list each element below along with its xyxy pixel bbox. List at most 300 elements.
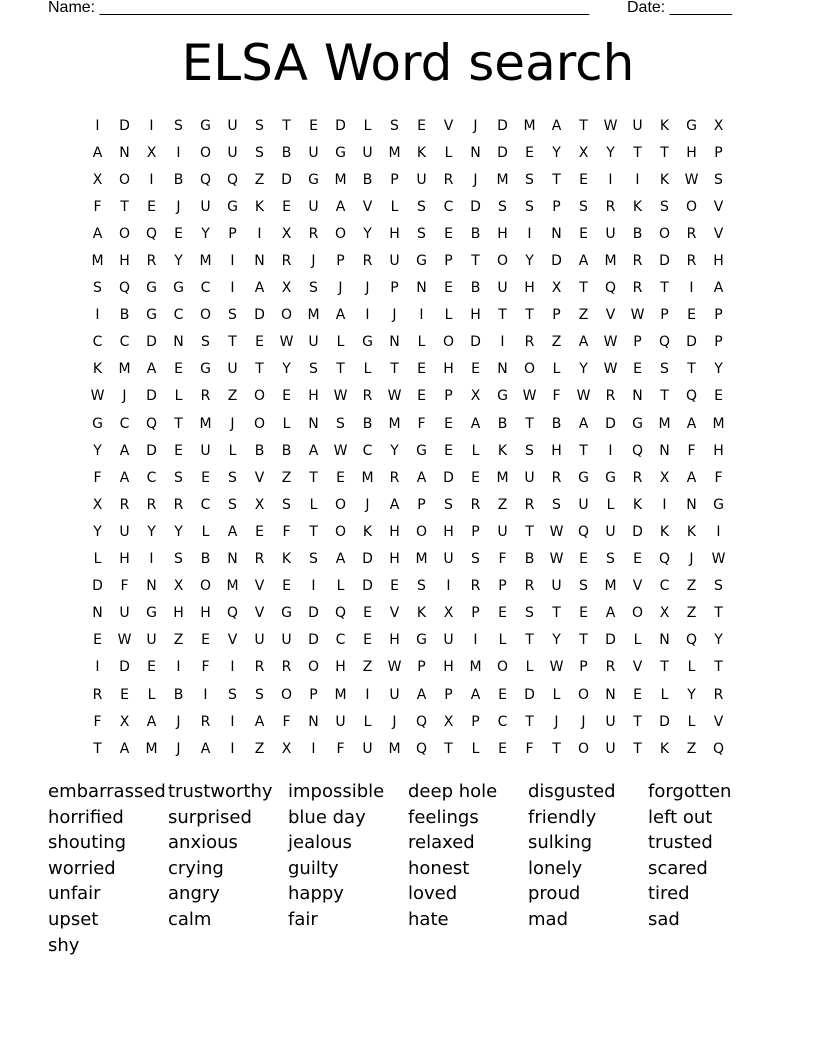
grid-letter: S bbox=[309, 361, 318, 378]
grid-letter: U bbox=[389, 686, 400, 703]
grid-letter: Y bbox=[93, 442, 102, 459]
word-list-item: deep hole bbox=[408, 781, 498, 802]
grid-letter: A bbox=[578, 334, 589, 351]
grid-letter: D bbox=[335, 117, 346, 134]
grid-letter: O bbox=[334, 523, 347, 540]
grid-letter: T bbox=[309, 469, 318, 486]
grid-letter: C bbox=[146, 469, 157, 486]
grid-letter: E bbox=[579, 171, 588, 188]
grid-letter: F bbox=[525, 740, 534, 757]
grid-letter: A bbox=[335, 198, 346, 215]
grid-letter: N bbox=[632, 388, 643, 405]
grid-letter: L bbox=[417, 334, 426, 351]
grid-letter: B bbox=[551, 415, 562, 432]
grid-letter: W bbox=[279, 334, 294, 351]
grid-letter: P bbox=[714, 307, 723, 324]
grid-letter: V bbox=[632, 659, 643, 676]
grid-letter: A bbox=[470, 686, 481, 703]
grid-letter: P bbox=[309, 686, 318, 703]
grid-letter: N bbox=[254, 253, 265, 270]
grid-letter: W bbox=[387, 659, 402, 676]
grid-letter: L bbox=[687, 659, 696, 676]
grid-letter: R bbox=[92, 686, 103, 703]
grid-letter: X bbox=[659, 605, 670, 622]
grid-letter: R bbox=[605, 198, 616, 215]
grid-letter: K bbox=[659, 523, 670, 540]
grid-letter: S bbox=[417, 198, 426, 215]
grid-letter: Z bbox=[686, 578, 697, 595]
grid-letter: K bbox=[92, 361, 103, 378]
grid-letter: G bbox=[686, 117, 697, 134]
grid-letter: I bbox=[149, 117, 154, 134]
grid-letter: O bbox=[631, 605, 644, 622]
grid-letter: E bbox=[417, 117, 426, 134]
grid-letter: U bbox=[362, 740, 373, 757]
word-list-item: shouting bbox=[48, 832, 127, 854]
grid-letter: H bbox=[389, 523, 400, 540]
grid-letter: J bbox=[554, 713, 559, 730]
grid-letter: T bbox=[282, 117, 291, 134]
grid-letter: C bbox=[200, 280, 211, 297]
grid-letter: W bbox=[603, 117, 618, 134]
grid-letter: Y bbox=[174, 523, 183, 540]
grid-letter: R bbox=[389, 469, 400, 486]
grid-letter: I bbox=[95, 117, 100, 134]
grid-letter: U bbox=[416, 171, 427, 188]
grid-letter: Y bbox=[390, 442, 399, 459]
grid-letter: X bbox=[146, 144, 157, 161]
grid-letter: A bbox=[605, 605, 616, 622]
grid-letter: K bbox=[416, 605, 427, 622]
grid-letter: K bbox=[659, 171, 670, 188]
grid-letter: N bbox=[173, 334, 184, 351]
grid-letter: F bbox=[282, 713, 291, 730]
grid-letter: X bbox=[443, 713, 454, 730]
grid-letter: G bbox=[173, 280, 184, 297]
word-list-item: forgotten bbox=[648, 781, 732, 802]
grid-letter: K bbox=[632, 496, 643, 513]
grid-letter: W bbox=[711, 551, 726, 568]
grid-letter: G bbox=[416, 442, 427, 459]
grid-letter: E bbox=[390, 578, 399, 595]
grid-letter: E bbox=[444, 442, 453, 459]
grid-letter: I bbox=[95, 659, 100, 676]
grid-letter: Y bbox=[552, 632, 561, 649]
grid-letter: S bbox=[309, 280, 318, 297]
grid-letter: H bbox=[119, 551, 130, 568]
grid-letter: R bbox=[605, 388, 616, 405]
word-list-item: anxious bbox=[168, 832, 238, 854]
grid-letter: Y bbox=[363, 225, 372, 242]
grid-letter: Y bbox=[714, 632, 723, 649]
grid-letter: T bbox=[255, 361, 264, 378]
grid-letter: Q bbox=[118, 280, 131, 297]
grid-letter: S bbox=[228, 686, 237, 703]
grid-letter: A bbox=[92, 225, 103, 242]
grid-letter: A bbox=[713, 280, 724, 297]
word-list-item: fair bbox=[288, 908, 318, 930]
grid-letter: C bbox=[173, 307, 184, 324]
grid-letter: D bbox=[497, 144, 508, 161]
grid-letter: G bbox=[146, 605, 157, 622]
grid-letter: O bbox=[118, 225, 131, 242]
grid-letter: U bbox=[497, 523, 508, 540]
grid-letter: U bbox=[200, 198, 211, 215]
grid-letter: O bbox=[523, 361, 536, 378]
word-list-item: blue day bbox=[288, 806, 366, 828]
grid-letter: H bbox=[443, 523, 454, 540]
grid-letter: A bbox=[335, 307, 346, 324]
grid-letter: Z bbox=[254, 171, 265, 188]
grid-letter: I bbox=[608, 442, 613, 459]
name-field-label: Name: _______________________________________________________ bbox=[48, 0, 589, 16]
grid-letter: Q bbox=[415, 740, 428, 757]
grid-letter: A bbox=[119, 469, 130, 486]
grid-letter: A bbox=[389, 496, 400, 513]
grid-letter: S bbox=[525, 605, 534, 622]
grid-letter: O bbox=[118, 171, 131, 188]
grid-letter: U bbox=[227, 361, 238, 378]
grid-letter: L bbox=[336, 578, 345, 595]
word-list-item: left out bbox=[648, 806, 713, 828]
grid-letter: D bbox=[254, 307, 265, 324]
grid-letter: I bbox=[500, 334, 505, 351]
grid-letter: V bbox=[254, 469, 265, 486]
grid-letter: A bbox=[254, 713, 265, 730]
grid-letter: U bbox=[254, 632, 265, 649]
grid-letter: F bbox=[201, 659, 210, 676]
grid-letter: U bbox=[551, 578, 562, 595]
grid-letter: L bbox=[444, 307, 453, 324]
grid-letter: N bbox=[659, 632, 670, 649]
grid-letter: U bbox=[119, 523, 130, 540]
grid-letter: V bbox=[254, 605, 265, 622]
grid-letter: J bbox=[176, 740, 181, 757]
grid-letter: H bbox=[713, 442, 724, 459]
grid-letter: T bbox=[660, 659, 669, 676]
grid-letter: E bbox=[417, 361, 426, 378]
grid-letter: T bbox=[525, 415, 534, 432]
grid-letter: S bbox=[282, 496, 291, 513]
grid-letter: U bbox=[362, 144, 373, 161]
grid-letter: E bbox=[444, 415, 453, 432]
grid-letter: D bbox=[92, 578, 103, 595]
word-list-item: scared bbox=[648, 857, 708, 879]
grid-letter: I bbox=[419, 307, 424, 324]
grid-letter: E bbox=[471, 469, 480, 486]
grid-letter: M bbox=[469, 659, 482, 676]
grid-letter: W bbox=[549, 659, 564, 676]
grid-letter: D bbox=[308, 632, 319, 649]
grid-letter: Z bbox=[686, 605, 697, 622]
grid-letter: P bbox=[417, 496, 426, 513]
grid-letter: R bbox=[632, 469, 643, 486]
grid-letter: X bbox=[92, 171, 103, 188]
grid-letter: V bbox=[605, 307, 616, 324]
grid-letter: H bbox=[443, 361, 454, 378]
grid-letter: U bbox=[578, 496, 589, 513]
grid-letter: W bbox=[576, 388, 591, 405]
grid-letter: N bbox=[92, 605, 103, 622]
grid-letter: I bbox=[230, 280, 235, 297]
grid-letter: P bbox=[390, 280, 399, 297]
grid-letter: L bbox=[633, 632, 642, 649]
grid-letter: N bbox=[686, 496, 697, 513]
grid-letter: S bbox=[525, 171, 534, 188]
grid-letter: V bbox=[227, 632, 238, 649]
grid-letter: B bbox=[632, 225, 643, 242]
grid-letter: O bbox=[415, 523, 428, 540]
grid-letter: H bbox=[308, 388, 319, 405]
grid-letter: T bbox=[93, 740, 102, 757]
grid-letter: X bbox=[713, 117, 724, 134]
grid-letter: V bbox=[443, 117, 454, 134]
grid-letter: E bbox=[687, 307, 696, 324]
grid-letter: B bbox=[497, 415, 508, 432]
grid-letter: D bbox=[686, 334, 697, 351]
grid-letter: N bbox=[389, 334, 400, 351]
grid-letter: L bbox=[309, 496, 318, 513]
grid-letter: I bbox=[149, 551, 154, 568]
grid-letter: E bbox=[633, 361, 642, 378]
grid-letter: P bbox=[633, 334, 642, 351]
grid-letter: M bbox=[415, 551, 428, 568]
word-list-item: sulking bbox=[528, 832, 593, 854]
word-list-item: unfair bbox=[48, 883, 101, 905]
grid-letter: T bbox=[336, 361, 345, 378]
grid-letter: V bbox=[632, 578, 643, 595]
grid-letter: R bbox=[605, 659, 616, 676]
grid-letter: F bbox=[93, 469, 102, 486]
grid-letter: X bbox=[659, 469, 670, 486]
grid-letter: M bbox=[658, 415, 671, 432]
grid-letter: A bbox=[254, 280, 265, 297]
grid-letter: V bbox=[254, 578, 265, 595]
grid-letter: R bbox=[281, 253, 292, 270]
grid-letter: Q bbox=[415, 713, 428, 730]
grid-letter: R bbox=[146, 496, 157, 513]
grid-letter: R bbox=[713, 686, 724, 703]
grid-letter: S bbox=[174, 117, 183, 134]
grid-letter: Q bbox=[334, 605, 347, 622]
grid-letter: G bbox=[416, 253, 427, 270]
grid-letter: B bbox=[281, 144, 292, 161]
grid-letter: A bbox=[416, 469, 427, 486]
grid-letter: R bbox=[443, 171, 454, 188]
grid-letter: E bbox=[444, 280, 453, 297]
grid-letter: R bbox=[200, 713, 211, 730]
word-list-item: relaxed bbox=[408, 832, 475, 854]
grid-letter: S bbox=[255, 686, 264, 703]
grid-letter: E bbox=[201, 632, 210, 649]
grid-letter: Q bbox=[631, 442, 644, 459]
grid-letter: S bbox=[525, 198, 534, 215]
grid-letter: X bbox=[443, 605, 454, 622]
grid-letter: S bbox=[228, 469, 237, 486]
grid-letter: K bbox=[686, 523, 697, 540]
grid-letter: D bbox=[470, 198, 481, 215]
grid-letter: H bbox=[713, 253, 724, 270]
grid-letter: G bbox=[92, 415, 103, 432]
grid-letter: E bbox=[498, 740, 507, 757]
grid-letter: D bbox=[443, 469, 454, 486]
grid-letter: T bbox=[525, 523, 534, 540]
grid-letter: W bbox=[387, 388, 402, 405]
grid-letter: P bbox=[471, 605, 480, 622]
grid-letter: R bbox=[200, 388, 211, 405]
grid-letter: R bbox=[524, 578, 535, 595]
word-list-item: embarrassed bbox=[48, 781, 166, 802]
grid-letter: O bbox=[199, 307, 212, 324]
grid-letter: R bbox=[470, 578, 481, 595]
grid-letter: Y bbox=[714, 361, 723, 378]
word-list-item: horrified bbox=[48, 806, 124, 828]
grid-letter: A bbox=[470, 415, 481, 432]
grid-letter: T bbox=[633, 144, 642, 161]
grid-letter: P bbox=[579, 659, 588, 676]
grid-letter: A bbox=[119, 740, 130, 757]
grid-letter: J bbox=[473, 171, 478, 188]
grid-letter: J bbox=[392, 307, 397, 324]
grid-letter: E bbox=[336, 469, 345, 486]
grid-letter: K bbox=[659, 117, 670, 134]
grid-letter: S bbox=[255, 117, 264, 134]
grid-letter: W bbox=[603, 334, 618, 351]
grid-letter: R bbox=[632, 253, 643, 270]
grid-letter: V bbox=[713, 198, 724, 215]
grid-letter: T bbox=[633, 740, 642, 757]
grid-letter: X bbox=[281, 280, 292, 297]
grid-letter: U bbox=[308, 334, 319, 351]
grid-letter: A bbox=[227, 523, 238, 540]
grid-letter: W bbox=[522, 388, 537, 405]
grid-letter: T bbox=[174, 415, 183, 432]
grid-letter: R bbox=[686, 225, 697, 242]
grid-letter: C bbox=[443, 198, 454, 215]
grid-letter: U bbox=[632, 117, 643, 134]
grid-letter: A bbox=[578, 253, 589, 270]
grid-letter: A bbox=[416, 686, 427, 703]
grid-letter: R bbox=[524, 496, 535, 513]
grid-letter: P bbox=[660, 307, 669, 324]
grid-letter: W bbox=[630, 307, 645, 324]
grid-letter: T bbox=[525, 713, 534, 730]
grid-letter: P bbox=[714, 334, 723, 351]
grid-letter: H bbox=[200, 605, 211, 622]
grid-letter: Y bbox=[552, 144, 561, 161]
grid-letter: M bbox=[307, 307, 320, 324]
grid-letter: L bbox=[552, 686, 561, 703]
grid-letter: D bbox=[605, 632, 616, 649]
word-list-item: friendly bbox=[528, 806, 597, 828]
grid-letter: Q bbox=[658, 334, 671, 351]
grid-letter: Z bbox=[254, 740, 265, 757]
grid-letter: J bbox=[392, 713, 397, 730]
grid-letter: P bbox=[417, 659, 426, 676]
grid-letter: S bbox=[606, 551, 615, 568]
grid-letter: L bbox=[552, 361, 561, 378]
grid-letter: D bbox=[632, 523, 643, 540]
grid-letter: H bbox=[389, 551, 400, 568]
grid-letter: R bbox=[470, 496, 481, 513]
grid-letter: G bbox=[281, 605, 292, 622]
grid-letter: O bbox=[577, 740, 590, 757]
grid-letter: X bbox=[281, 740, 292, 757]
grid-letter: D bbox=[470, 334, 481, 351]
grid-letter: P bbox=[471, 713, 480, 730]
grid-letter: E bbox=[201, 469, 210, 486]
grid-letter: T bbox=[714, 659, 723, 676]
grid-letter: B bbox=[362, 171, 373, 188]
grid-letter: S bbox=[714, 171, 723, 188]
word-list-item: worried bbox=[48, 857, 116, 879]
grid-letter: D bbox=[497, 117, 508, 134]
grid-letter: I bbox=[230, 713, 235, 730]
grid-letter: N bbox=[659, 442, 670, 459]
grid-letter: I bbox=[230, 659, 235, 676]
grid-letter: C bbox=[200, 496, 211, 513]
grid-letter: O bbox=[280, 686, 293, 703]
word-list-item: calm bbox=[168, 908, 212, 930]
grid-letter: Q bbox=[577, 523, 590, 540]
date-field-label: Date: _______ bbox=[627, 0, 732, 16]
grid-letter: F bbox=[93, 198, 102, 215]
grid-letter: L bbox=[147, 686, 156, 703]
grid-letter: F bbox=[282, 523, 291, 540]
grid-letter: T bbox=[309, 523, 318, 540]
grid-letter: B bbox=[281, 442, 292, 459]
grid-letter: G bbox=[227, 198, 238, 215]
grid-letter: O bbox=[658, 225, 671, 242]
grid-letter: L bbox=[363, 713, 372, 730]
grid-letter: P bbox=[390, 171, 399, 188]
grid-letter: E bbox=[498, 686, 507, 703]
grid-letter: E bbox=[498, 605, 507, 622]
grid-letter: N bbox=[119, 144, 130, 161]
grid-letter: M bbox=[496, 171, 509, 188]
grid-letter: I bbox=[257, 225, 262, 242]
grid-letter: I bbox=[230, 740, 235, 757]
grid-letter: J bbox=[176, 713, 181, 730]
grid-letter: E bbox=[147, 198, 156, 215]
grid-letter: S bbox=[174, 469, 183, 486]
word-list bbox=[48, 779, 768, 958]
word-list-item: mad bbox=[528, 908, 568, 930]
grid-letter: C bbox=[497, 713, 508, 730]
grid-letter: D bbox=[659, 253, 670, 270]
grid-letter: K bbox=[416, 144, 427, 161]
grid-letter: Z bbox=[173, 632, 184, 649]
grid-letter: W bbox=[549, 551, 564, 568]
grid-letter: K bbox=[632, 198, 643, 215]
grid-letter: U bbox=[605, 740, 616, 757]
grid-letter: I bbox=[608, 171, 613, 188]
grid-letter: S bbox=[255, 144, 264, 161]
grid-letter: I bbox=[662, 496, 667, 513]
grid-letter: Z bbox=[551, 334, 562, 351]
grid-letter: T bbox=[714, 605, 723, 622]
grid-letter: U bbox=[119, 605, 130, 622]
grid-letter: L bbox=[498, 632, 507, 649]
grid-letter: I bbox=[230, 253, 235, 270]
grid-letter: H bbox=[497, 225, 508, 242]
grid-letter: Q bbox=[226, 171, 239, 188]
word-list-item: happy bbox=[288, 883, 344, 905]
grid-letter: O bbox=[253, 415, 266, 432]
grid-letter: L bbox=[228, 442, 237, 459]
grid-letter: R bbox=[524, 334, 535, 351]
grid-letter: Q bbox=[145, 415, 158, 432]
